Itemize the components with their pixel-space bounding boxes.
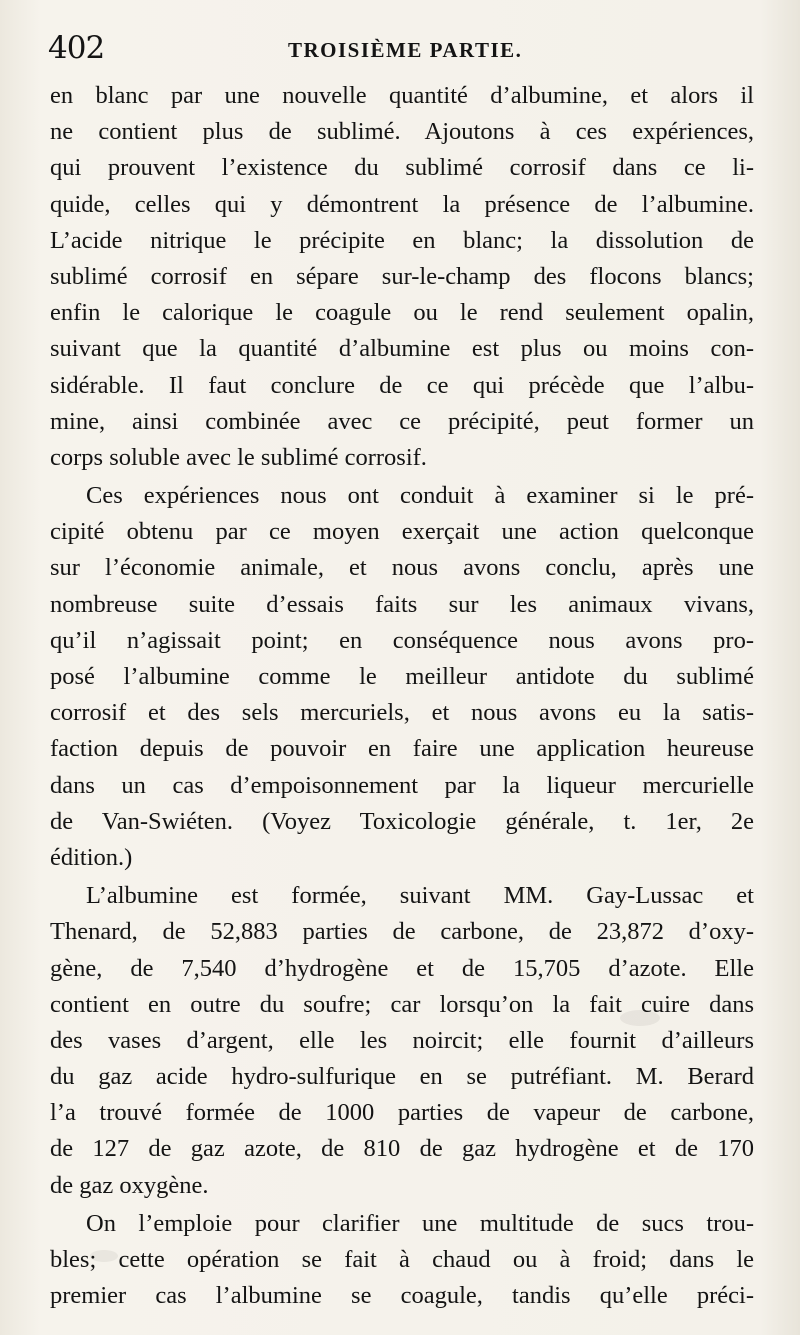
text-line: contient en outre du soufre; car lorsqu’on la fait cuire dans <box>50 990 754 1018</box>
text-line: sublimé corrosif en sépare sur-le-champ des flocons blancs; <box>50 262 754 290</box>
text-line: premier cas l’albumine se coagule, tandis qu’elle préci- <box>50 1282 754 1310</box>
text-line: de gaz oxygène. <box>50 1171 209 1199</box>
text-line: cipité obtenu par ce moyen exerçait une action quelconque <box>50 518 754 546</box>
text-line: quide, celles qui y démontrent la présence de l’albumine. <box>50 190 754 218</box>
section-title: TROISIÈME PARTIE. <box>288 38 523 62</box>
paragraph-first-line: On l’emploie pour clarifier une multitude de sucs trou- <box>86 1209 754 1237</box>
text-line: enfin le calorique le coagule ou le rend seulement opalin, <box>50 299 754 327</box>
text-line: gène, de 7,540 d’hydrogène et de 15,705 d’azote. Elle <box>50 954 754 982</box>
text-line: corrosif et des sels mercuriels, et nous avons eu la satis- <box>50 699 754 727</box>
text-line: qui prouvent l’existence du sublimé corrosif dans ce li- <box>50 154 754 182</box>
text-line: du gaz acide hydro-sulfurique en se putréfiant. M. Berard <box>50 1063 754 1091</box>
text-line: sur l’économie animale, et nous avons conclu, après une <box>50 554 754 582</box>
text-line: de 127 de gaz azote, de 810 de gaz hydrogène et de 170 <box>50 1135 754 1163</box>
text-line: mine, ainsi combinée avec ce précipité, peut former un <box>50 407 754 435</box>
text-line: Thenard, de 52,883 parties de carbone, de 23,872 d’oxy- <box>50 918 754 946</box>
page-number: 402 <box>48 30 105 66</box>
text-line: nombreuse suite d’essais faits sur les animaux vivans, <box>50 590 754 618</box>
paragraph-first-line: L’albumine est formée, suivant MM. Gay-Lussac et <box>86 882 754 910</box>
text-line: des vases d’argent, elle les noircit; elle fournit d’ailleurs <box>50 1026 754 1054</box>
text-line: faction depuis de pouvoir en faire une application heureuse <box>50 735 754 763</box>
text-line: corps soluble avec le sublimé corrosif. <box>50 443 427 471</box>
text-line: suivant que la quantité d’albumine est plus ou moins con- <box>50 335 754 363</box>
text-line: l’a trouvé formée de 1000 parties de vapeur de carbone, <box>50 1099 754 1127</box>
text-line: sidérable. Il faut conclure de ce qui précède que l’albu- <box>50 371 754 399</box>
text-line: L’acide nitrique le précipite en blanc; la dissolution de <box>50 226 754 254</box>
text-line: de Van-Swiéten. (Voyez Toxicologie générale, t. 1er, 2e <box>50 807 754 835</box>
text-line: qu’il n’agissait point; en conséquence nous avons pro- <box>50 626 754 654</box>
text-line: dans un cas d’empoisonnement par la liqueur mercurielle <box>50 771 754 799</box>
text-line: bles; cette opération se fait à chaud ou à froid; dans le <box>50 1246 754 1273</box>
body-text <box>50 78 754 1314</box>
text-line: en blanc par une nouvelle quantité d’albumine, et alors il <box>50 82 754 109</box>
text-line: édition.) <box>50 843 133 871</box>
running-head <box>48 30 760 70</box>
text-line: ne contient plus de sublimé. Ajoutons à ces expériences, <box>50 118 754 146</box>
paragraph-first-line: Ces expériences nous ont conduit à examiner si le pré- <box>86 482 754 510</box>
text-line: posé l’albumine comme le meilleur antidote du sublimé <box>50 663 754 690</box>
